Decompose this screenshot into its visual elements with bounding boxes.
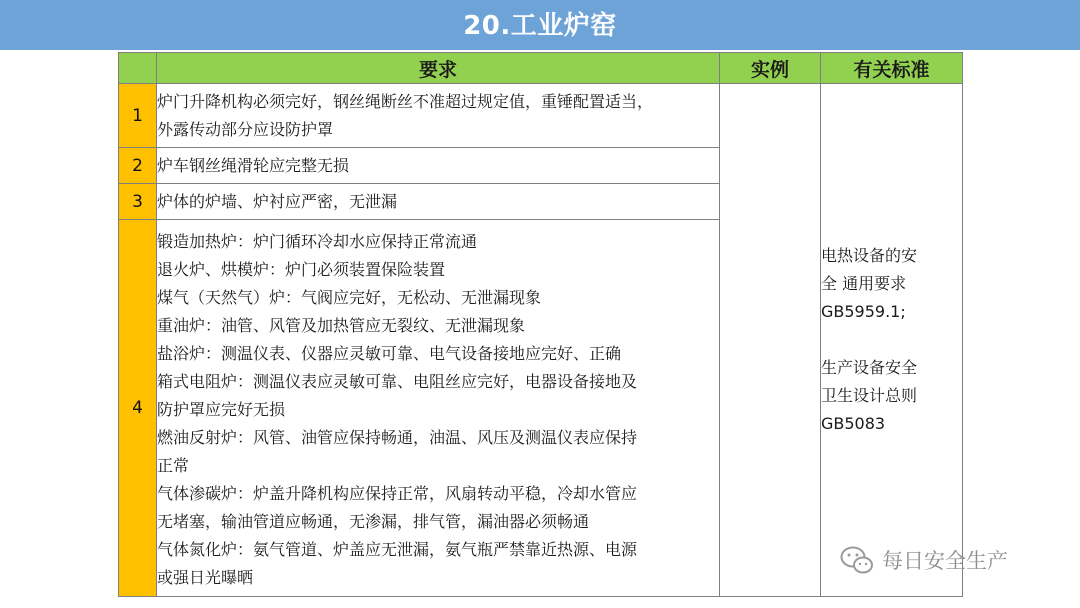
standard-line: 全 通用要求: [821, 274, 907, 293]
row-number: 4: [119, 220, 157, 597]
row-number: 2: [119, 148, 157, 184]
standard-line: GB5083: [821, 414, 886, 433]
watermark: [840, 540, 1008, 580]
requirement-cell: [157, 184, 720, 220]
standard-spacer: [821, 326, 962, 354]
requirement-cell: [157, 84, 720, 148]
requirements-table: [118, 52, 963, 597]
requirement-line: 燃油反射炉：风管、油管应保持畅通，油温、风压及测温仪表应保持: [157, 428, 638, 447]
requirement-line: 或强日光曝晒: [157, 568, 254, 587]
wechat-icon: [840, 545, 874, 575]
requirement-line: 炉门升降机构必须完好，钢丝绳断丝不准超过规定值，重锤配置适当，: [157, 91, 654, 111]
requirement-cell: [157, 148, 720, 184]
header-corner-cell: [119, 53, 157, 84]
example-cell: [720, 84, 821, 597]
standard-line: GB5959.1;: [821, 302, 906, 321]
row-number: 3: [119, 184, 157, 220]
requirement-line: 退火炉、烘模炉：炉门必须装置保险装置: [157, 260, 446, 279]
requirement-line: 气体渗碳炉：炉盖升降机构应保持正常，风扇转动平稳，冷却水管应: [157, 484, 638, 503]
requirement-line: 炉车钢丝绳滑轮应完整无损: [157, 155, 350, 175]
header-requirement: 要求: [157, 53, 720, 84]
requirement-line: 外露传动部分应设防护罩: [157, 119, 334, 139]
header-example: 实例: [720, 53, 821, 84]
row-number: 1: [119, 84, 157, 148]
requirement-line: 盐浴炉：测温仪表、仪器应灵敏可靠、电气设备接地应完好、正确: [157, 344, 622, 363]
requirement-line: 重油炉：油管、风管及加热管应无裂纹、无泄漏现象: [157, 316, 526, 335]
table-header-row: [119, 53, 963, 84]
standard-line: 生产设备安全: [821, 358, 918, 377]
requirement-line: 锻造加热炉：炉门循环冷却水应保持正常流通: [157, 232, 478, 251]
standard-line: 电热设备的安: [821, 246, 918, 265]
requirement-line: 箱式电阻炉：测温仪表应灵敏可靠、电阻丝应完好，电器设备接地及: [157, 372, 638, 391]
requirement-line: 煤气（天然气）炉：气阀应完好，无松动、无泄漏现象: [157, 288, 542, 307]
requirement-cell: [157, 220, 720, 597]
standards-cell: [821, 84, 963, 597]
requirement-line: 防护罩应完好无损: [157, 400, 286, 419]
requirement-line: 正常: [157, 456, 190, 475]
requirement-line: 炉体的炉墙、炉衬应严密，无泄漏: [157, 191, 398, 211]
table-row: [119, 84, 963, 148]
watermark-text: 每日安全生产: [882, 549, 1008, 573]
requirement-line: 无堵塞，输油管道应畅通，无渗漏，排气管，漏油器必须畅通: [157, 512, 590, 531]
slide-title: 20.工业炉窑: [0, 0, 1080, 50]
standard-line: 卫生设计总则: [821, 386, 918, 405]
requirement-line: 气体氮化炉：氨气管道、炉盖应无泄漏，氨气瓶严禁靠近热源、电源: [157, 540, 638, 559]
header-standard: 有关标准: [821, 53, 963, 84]
